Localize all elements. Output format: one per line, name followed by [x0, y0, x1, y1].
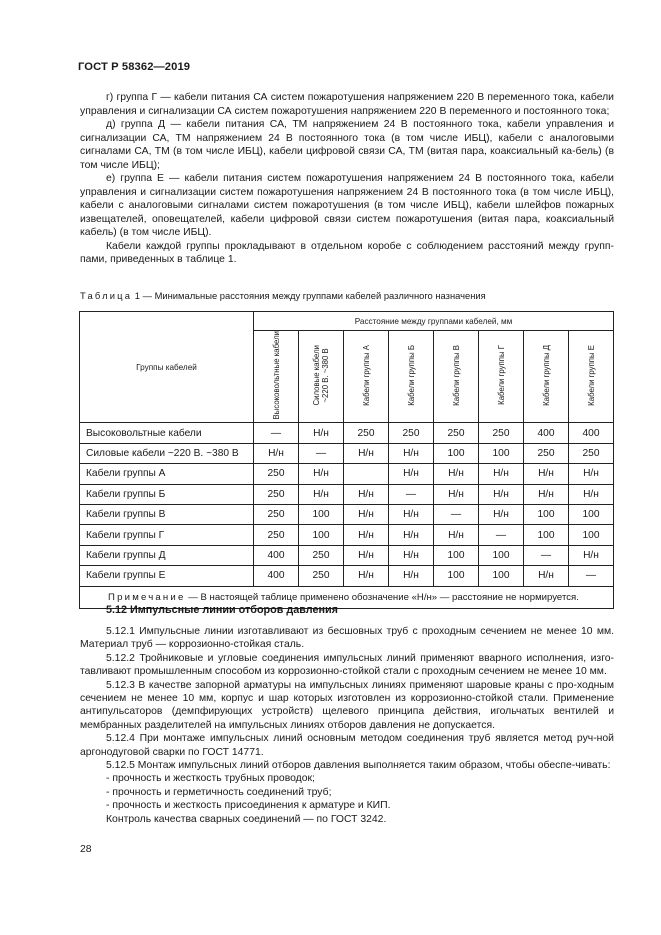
table-cell: — — [389, 484, 434, 504]
table-cell: 250 — [434, 423, 479, 443]
table-row — [80, 545, 614, 565]
table-caption-label: Таблица — [80, 290, 133, 301]
table-cell: 400 — [254, 566, 299, 586]
table-row — [80, 464, 614, 484]
table-cell: 400 — [254, 545, 299, 565]
column-header: Высоковольтные кабели — [254, 331, 299, 423]
table-cell: Н/н — [299, 423, 344, 443]
paragraph-5-12-5: 5.12.5 Монтаж импульсных линий отборов давления выполняется таким образом, чтобы обеспе-чивать: — [106, 760, 611, 772]
table-cell: — — [569, 566, 614, 586]
table-cell: 100 — [524, 505, 569, 525]
table-cell: 250 — [389, 423, 434, 443]
table-cell: — — [524, 545, 569, 565]
table-cell: Н/н — [479, 484, 524, 504]
row-label: Кабели группы Д — [80, 545, 254, 565]
table-cell: — — [434, 505, 479, 525]
table-cell: Н/н — [434, 525, 479, 545]
table-cell — [344, 464, 389, 484]
list-item: - прочность и герметичность соединений труб; — [106, 786, 332, 798]
paragraph-group-d: д) группа Д — кабели питания СА, ТМ напряжением 24 В постоянного тока, кабели управления и сигнализации СА, ТМ напряжением 24 В постоянного тока (в том числе ИБЦ), кабели с аналоговыми сигналами СА, ТМ (в том числе ИБЦ), кабели цифровой связи СА, ТМ (витая пара, коаксиальный ка-бель) (в том числе ИБЦ); — [80, 119, 614, 171]
cable-distance-table — [79, 311, 614, 609]
table-cell: Н/н — [389, 545, 434, 565]
row-label: Кабели группы А — [80, 464, 254, 484]
table-cell: Н/н — [344, 443, 389, 463]
row-label: Кабели группы Б — [80, 484, 254, 504]
paragraph-group-g: г) группа Г — кабели питания СА систем пожаротушения напряжением 220 В переменного тока, кабели управления и сигнализации СА систем пожаротушения напряжением 220 В переменного и постоянного тока; — [80, 92, 614, 117]
list-item: - прочность и жесткость трубных проводок; — [106, 773, 315, 785]
table-cell: 400 — [524, 423, 569, 443]
table-cell: Н/н — [344, 484, 389, 504]
intro-paragraphs — [80, 91, 614, 267]
table-cell: 250 — [254, 464, 299, 484]
table-cell: 100 — [479, 443, 524, 463]
table-cell: Н/н — [389, 566, 434, 586]
column-header: Кабели группы Е — [569, 331, 614, 423]
table-cell: 100 — [299, 505, 344, 525]
table-cell: 250 — [299, 566, 344, 586]
table-cell: 250 — [479, 423, 524, 443]
table-caption-text: 1 — Минимальные расстояния между группами кабелей различного назначения — [132, 290, 486, 301]
table-cell: 250 — [344, 423, 389, 443]
table-cell: 100 — [569, 505, 614, 525]
table-cell: Н/н — [344, 525, 389, 545]
column-header: Силовые кабели ~220 В. ~380 В — [299, 331, 344, 423]
table-cell: Н/н — [434, 464, 479, 484]
table-header-row — [80, 312, 614, 331]
table-cell: 250 — [524, 443, 569, 463]
column-header: Кабели группы В — [434, 331, 479, 423]
table-cell: Н/н — [254, 443, 299, 463]
table-row — [80, 525, 614, 545]
table-cell: 250 — [254, 525, 299, 545]
row-label: Кабели группы В — [80, 505, 254, 525]
table-cell: Н/н — [389, 525, 434, 545]
table-cell: 100 — [569, 525, 614, 545]
table-cell: 100 — [299, 525, 344, 545]
table-cell: Н/н — [389, 443, 434, 463]
column-header: Кабели группы Г — [479, 331, 524, 423]
row-label: Кабели группы Г — [80, 525, 254, 545]
table-note: Примечание — В настоящей таблице применено обозначение «Н/н» — расстояние не нормируется. — [80, 586, 614, 608]
column-header: Кабели группы А — [344, 331, 389, 423]
groups-header-cell: Группы кабелей — [80, 312, 254, 423]
table-cell: 400 — [569, 423, 614, 443]
table-cell: 100 — [479, 545, 524, 565]
table-cell: 250 — [569, 443, 614, 463]
table-cell: Н/н — [344, 505, 389, 525]
paragraph-5-12-3: 5.12.3 В качестве запорной арматуры на импульсных линиях применяют шаровые краны с про-ходным сечением не менее 10 мм, корпус и шар которых изготовлен из коррозионно-стойкой стали. Применение антипульсаторов (демпфирующих устройств) щелевого принципа действия, игольчатых вентилей и мембранных разделителей на импульсных линиях отборов давления не допускается. — [80, 679, 614, 731]
paragraph-cable-routing: Кабели каждой группы прокладывают в отдельном коробе с соблюдением расстояний между групп-пами, приведенных в таблице 1. — [80, 240, 614, 265]
table-row — [80, 484, 614, 504]
table-cell: Н/н — [344, 566, 389, 586]
table-cell: Н/н — [344, 545, 389, 565]
paragraph-group-e: е) группа Е — кабели питания систем пожаротушения напряжением 24 В постоянного тока, кабели управления и сигнализации систем пожаротушения напряжением 24 В постоянного тока (в том числе ИБЦ), кабели с аналоговыми сигналами систем пожаротушения (в том числе ИБЦ), кабели шлейфов пожарных извещателей, оповещателей, кабели цифровой связи систем пожаротушения (витая пара, коаксиальный кабель) (в том числе ИБЦ). — [80, 173, 614, 238]
table-cell: Н/н — [524, 484, 569, 504]
table-cell: 100 — [434, 443, 479, 463]
table-row — [80, 566, 614, 586]
table-cell: 250 — [254, 484, 299, 504]
table-cell: Н/н — [389, 505, 434, 525]
table-cell: Н/н — [569, 464, 614, 484]
table-cell: 100 — [524, 525, 569, 545]
paragraph-5-12-2: 5.12.2 Тройниковые и угловые соединения импульсных линий применяют вварного исполнения, изго-тавливают промышленным способом из коррозионно-стойкой стали с проходным сечением не менее 10 мм. — [80, 652, 614, 678]
table-cell: — — [299, 443, 344, 463]
table-cell: Н/н — [569, 484, 614, 504]
table-cell: Н/н — [299, 484, 344, 504]
table-cell: Н/н — [389, 464, 434, 484]
distance-header-cell: Расстояние между группами кабелей, мм — [254, 312, 614, 331]
list-item: - прочность и жесткость присоединения к арматуре и КИП. — [106, 800, 391, 812]
page-number: 28 — [80, 844, 92, 855]
document-header: ГОСТ Р 58362—2019 — [78, 61, 191, 73]
table-row — [80, 423, 614, 443]
row-label: Высоковольтные кабели — [80, 423, 254, 443]
table-cell: Н/н — [299, 464, 344, 484]
section-title: 5.12 Импульсные линии отборов давления — [106, 604, 338, 616]
table-cell: — — [479, 525, 524, 545]
table-cell: Н/н — [434, 484, 479, 504]
column-header: Кабели группы Б — [389, 331, 434, 423]
section-paragraphs — [80, 625, 614, 826]
table-row — [80, 505, 614, 525]
row-label: Силовые кабели ~220 В. ~380 В — [80, 443, 254, 463]
row-label: Кабели группы Е — [80, 566, 254, 586]
column-header: Кабели группы Д — [524, 331, 569, 423]
table-cell: Н/н — [524, 464, 569, 484]
paragraph-closing: Контроль качества сварных соединений — по ГОСТ 3242. — [106, 813, 387, 825]
table-cell: Н/н — [524, 566, 569, 586]
table-cell: — — [254, 423, 299, 443]
paragraph-5-12-4: 5.12.4 При монтаже импульсных линий основным методом соединения труб является метод руч-ной аргонодуговой сварки по ГОСТ 14771. — [80, 733, 614, 758]
table-cell: 250 — [254, 505, 299, 525]
table-cell: Н/н — [479, 464, 524, 484]
table-cell: Н/н — [479, 505, 524, 525]
table-row — [80, 443, 614, 463]
table-cell: 250 — [299, 545, 344, 565]
paragraph-5-12-1: 5.12.1 Импульсные линии изготавливают из бесшовных труб с проходным сечением не менее 10 мм. Материал труб — коррозионно-стойкая сталь. — [80, 626, 614, 651]
table-cell: Н/н — [569, 545, 614, 565]
table-caption — [80, 290, 486, 301]
table-cell: 100 — [434, 545, 479, 565]
table-cell: 100 — [434, 566, 479, 586]
table-cell: 100 — [479, 566, 524, 586]
